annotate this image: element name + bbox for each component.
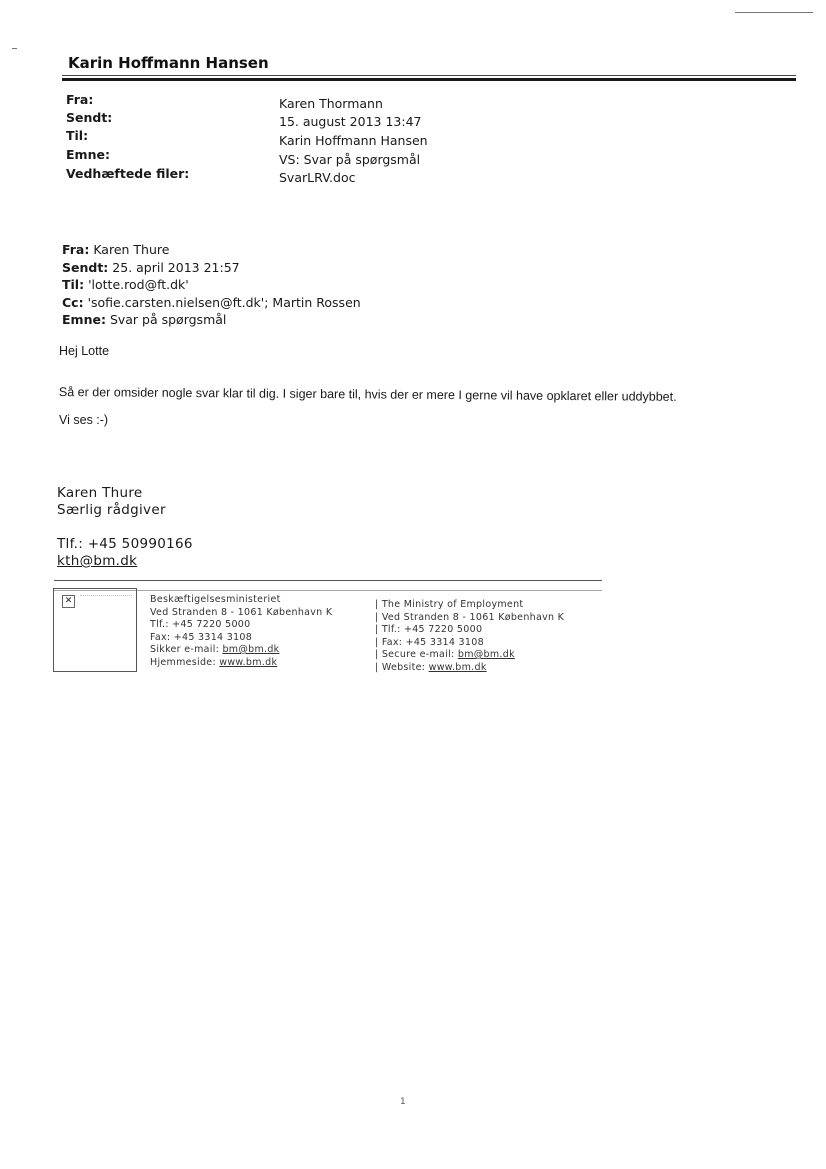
orig-from-value: Karen Thure xyxy=(93,242,170,257)
to-label: Til: xyxy=(66,128,89,143)
footer-dk-address: Ved Stranden 8 - 1061 København K xyxy=(150,606,333,618)
footer-en-website-link[interactable]: www.bm.dk xyxy=(428,661,487,673)
footer-dk-fax: Fax: +45 3314 3108 xyxy=(150,631,253,643)
footer-dk-secure-email-link[interactable]: bm@bm.dk xyxy=(222,644,280,655)
orig-to-label: Til: xyxy=(62,277,85,292)
page-number: 1 xyxy=(400,1097,406,1107)
orig-subject-label: Emne: xyxy=(62,312,106,327)
footer-rule xyxy=(54,580,602,581)
orig-sent-value: 25. april 2013 21:57 xyxy=(112,260,240,275)
footer-dk-website-label: Hjemmeside: xyxy=(150,656,220,668)
orig-cc-line xyxy=(62,295,361,310)
footer-en-address: | Ved Stranden 8 - 1061 København K xyxy=(375,611,565,623)
broken-image-icon: ✕ xyxy=(62,595,75,608)
footer-en-secure-email-line xyxy=(375,649,564,662)
orig-to-line xyxy=(62,277,189,292)
orig-sent-line xyxy=(62,260,240,275)
footer-dk-website-link[interactable]: www.bm.dk xyxy=(219,656,278,668)
footer-en-website-line xyxy=(375,662,564,675)
orig-cc-label: Cc: xyxy=(62,295,84,310)
ministry-logo-placeholder xyxy=(53,588,137,672)
to-value: Karin Hoffmann Hansen xyxy=(279,133,428,148)
sent-value: 15. august 2013 13:47 xyxy=(279,114,422,129)
orig-to-value: 'lotte.rod@ft.dk' xyxy=(88,277,189,292)
footer-en-fax: | Fax: +45 3314 3108 xyxy=(375,636,484,648)
signature-email-link[interactable]: kth@bm.dk xyxy=(57,553,138,569)
subject-label: Emne: xyxy=(66,147,110,162)
header-rule-thin xyxy=(62,75,796,76)
greeting: Hej Lotte xyxy=(59,344,110,358)
footer-dk-website-line xyxy=(150,657,332,670)
orig-subject-line xyxy=(62,312,226,327)
orig-from-label: Fra: xyxy=(62,242,90,257)
footer-en-phone: | Tlf.: +45 7220 5000 xyxy=(375,624,483,635)
signature-title: Særlig rådgiver xyxy=(57,502,166,518)
footer-en-secure-email-label: | Secure e-mail: xyxy=(375,649,458,660)
footer-danish-column xyxy=(150,594,332,669)
footer-en-secure-email-link[interactable]: bm@bm.dk xyxy=(457,649,515,660)
scan-artifact-line xyxy=(735,12,813,13)
orig-from-line xyxy=(62,242,169,257)
sent-label: Sendt: xyxy=(66,110,113,125)
subject-value: VS: Svar på spørgsmål xyxy=(279,152,421,167)
footer-dk-phone: Tlf.: +45 7220 5000 xyxy=(150,619,251,630)
from-label: Fra: xyxy=(66,92,94,107)
footer-dk-secure-email-line xyxy=(150,644,332,657)
attachments-label: Vedhæftede filer: xyxy=(66,166,190,181)
orig-subject-value: Svar på spørgsmål xyxy=(109,312,227,327)
closing: Vi ses :-) xyxy=(59,413,109,427)
orig-cc-value: 'sofie.carsten.nielsen@ft.dk'; Martin Rossen xyxy=(87,295,361,310)
footer-en-org: | The Ministry of Employment xyxy=(375,599,524,610)
footer-dk-org: Beskæftigelsesministeriet xyxy=(150,594,281,605)
attachment-link[interactable]: SvarLRV.doc xyxy=(279,170,356,185)
signature-phone: Tlf.: +45 50990166 xyxy=(57,536,193,552)
body-paragraph: Så er der omsider nogle svar klar til dig. I siger bare til, hvis der er mere I gerne vil have opklaret eller uddybbet. xyxy=(58,385,677,404)
mailbox-owner-title: Karin Hoffmann Hansen xyxy=(68,54,269,72)
from-value: Karen Thormann xyxy=(279,96,383,111)
signature-name: Karen Thure xyxy=(57,485,143,501)
header-rule-thick xyxy=(62,78,796,81)
logo-alt-text-smudge xyxy=(80,595,132,598)
footer-en-website-label: | Website: xyxy=(375,661,429,673)
footer-dk-secure-email-label: Sikker e-mail: xyxy=(150,644,223,655)
footer-english-column xyxy=(375,599,564,674)
orig-sent-label: Sendt: xyxy=(62,260,109,275)
scan-artifact-dot xyxy=(12,48,17,49)
